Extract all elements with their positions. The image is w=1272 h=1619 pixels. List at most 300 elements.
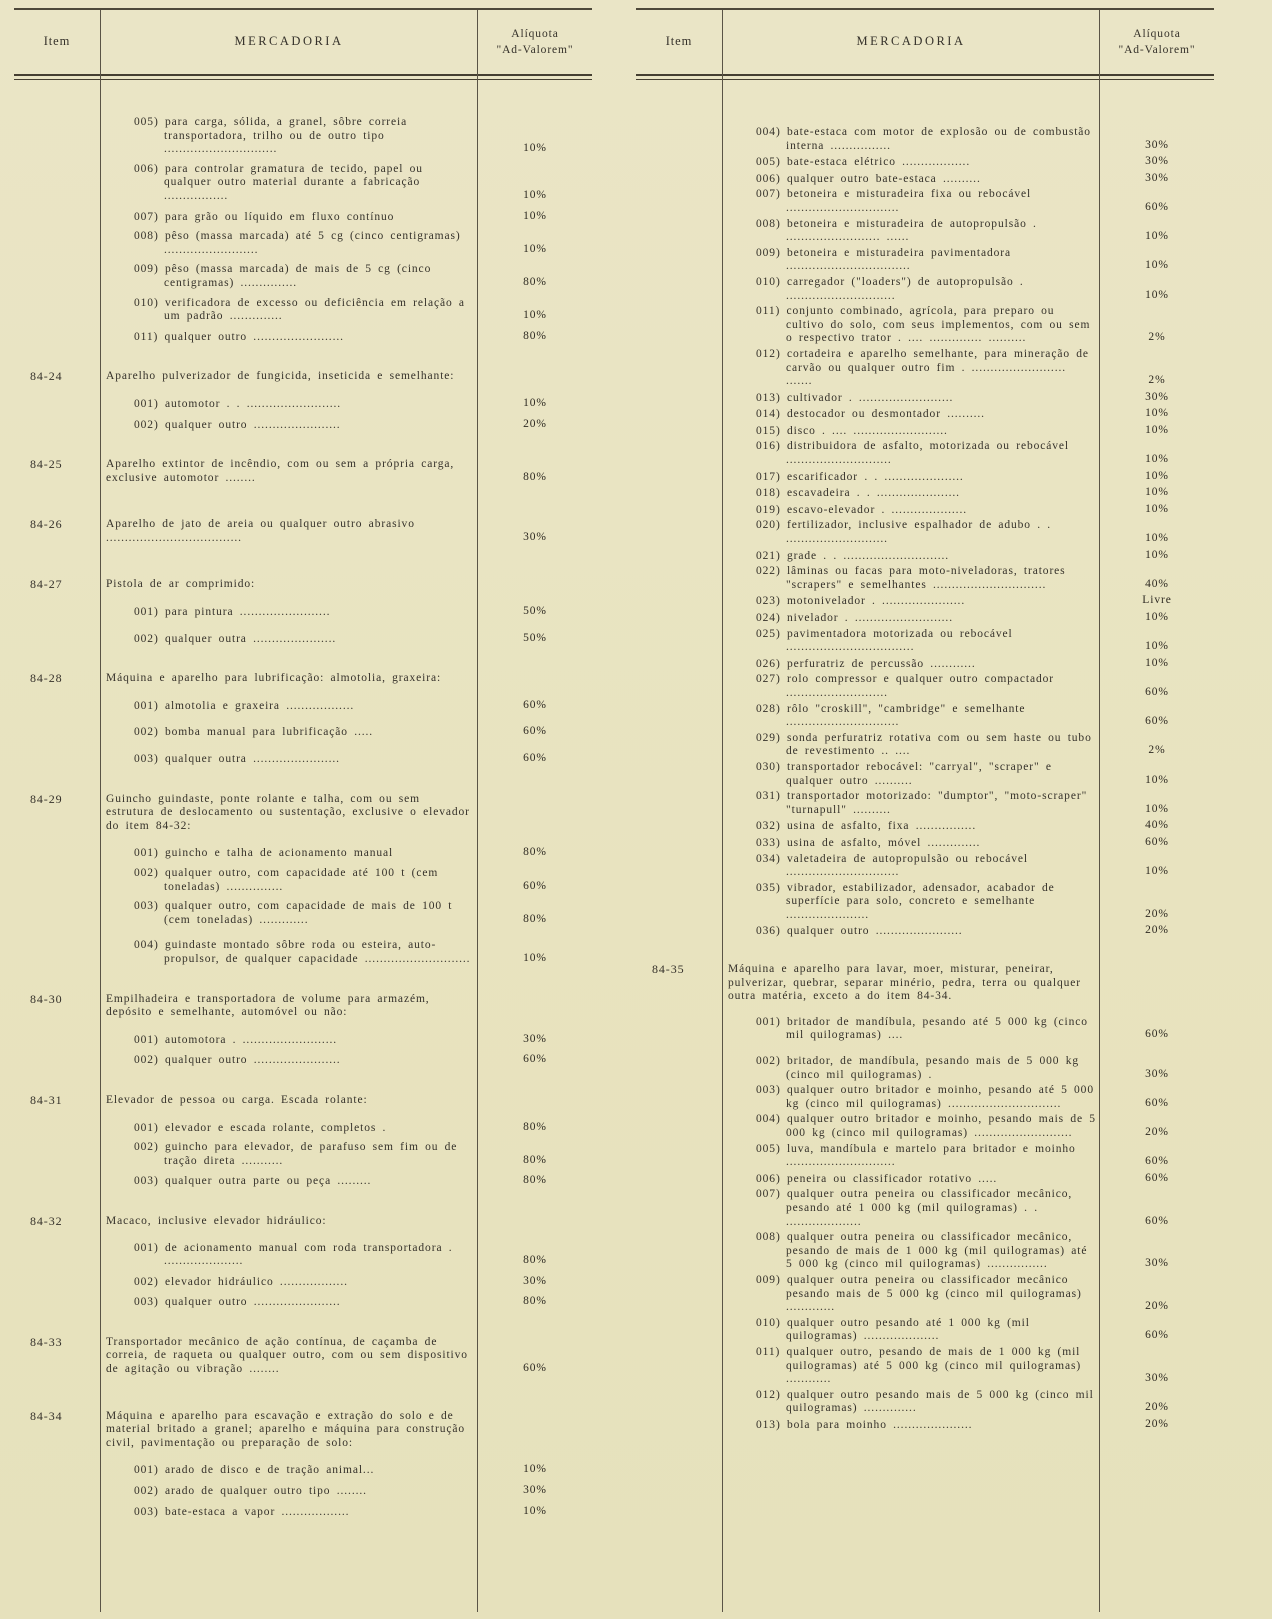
rate-value: 10% bbox=[523, 1504, 547, 1517]
sub-item-code: 003) bbox=[756, 1084, 781, 1097]
rate-value: 20% bbox=[1145, 1126, 1169, 1138]
sub-item-code: 027) bbox=[756, 673, 781, 686]
rate-value: 80% bbox=[523, 1174, 547, 1187]
description-row bbox=[722, 963, 1214, 1004]
sub-item bbox=[722, 882, 1214, 923]
rate-value: 60% bbox=[1145, 200, 1169, 213]
rate-value: 10% bbox=[523, 242, 547, 255]
sub-item-code: 014) bbox=[756, 408, 781, 421]
sub-item bbox=[722, 732, 1214, 759]
rate-value: 60% bbox=[1145, 1329, 1169, 1342]
sub-item-code: 028) bbox=[756, 702, 781, 715]
sub-item-code: 003) bbox=[134, 1296, 159, 1309]
sub-item-text: 005) para carga, sólida, a granel, sôbre correia transportadora, trilho ou de outro tipo .............................. bbox=[134, 116, 408, 156]
sub-item-text: 023) motonivelador . ...................... bbox=[756, 595, 966, 608]
sub-item-text: 022) lâminas ou facas para moto-niveladoras, tratores "scrapers" e semelhantes .............................. bbox=[756, 565, 1066, 591]
sub-item bbox=[100, 330, 592, 345]
rate-value: 60% bbox=[523, 879, 547, 892]
rate-value: 60% bbox=[523, 725, 547, 738]
sub-item-text: 004) guindaste montado sôbre roda ou esteira, auto-propulsor, de qualquer capacidade ............................ bbox=[134, 939, 471, 965]
sub-item bbox=[722, 549, 1214, 564]
sub-item bbox=[722, 1231, 1214, 1272]
sub-item bbox=[100, 1463, 592, 1478]
sub-item-code: 004) bbox=[756, 1113, 781, 1126]
rate-value: 10% bbox=[1145, 611, 1169, 623]
sub-item-text: 002) elevador hidráulico .................. bbox=[134, 1275, 348, 1288]
sub-item-text: 008) pêso (massa marcada) até 5 cg (cinco centigramas) ......................... bbox=[134, 230, 461, 256]
rate-value: 40% bbox=[1145, 819, 1169, 832]
sub-item-code: 005) bbox=[756, 1142, 781, 1155]
item-number: 84-25 bbox=[30, 457, 63, 472]
sub-item bbox=[722, 247, 1214, 274]
sub-item bbox=[722, 155, 1214, 170]
header-item-label: Item bbox=[43, 34, 71, 49]
entry-body bbox=[722, 963, 1214, 1434]
sub-item-text: 012) qualquer outro pesando mais de 5 000 kg (cinco mil quilogramas) .............. bbox=[756, 1388, 1094, 1415]
header-aliquota-line1: Alíquota bbox=[1133, 28, 1181, 40]
sub-item-text: 005) luva, mandíbula e martelo para britador e moinho ............................. bbox=[756, 1142, 1076, 1169]
entry-body bbox=[100, 1215, 592, 1316]
sub-item-code: 013) bbox=[756, 391, 781, 404]
sub-item-code: 007) bbox=[756, 188, 781, 201]
sub-item-text: 002) qualquer outro ....................... bbox=[134, 1054, 341, 1067]
rate-value: 2% bbox=[1148, 374, 1166, 387]
sub-item-text: 008) qualquer outra peneira ou classificador mecânico, pesando de mais de 1 000 kg (mil quilogramas) até 5 000 kg (cinco mil quilogramas) ................ bbox=[756, 1231, 1088, 1271]
sub-item-text: 016) distribuidora de asfalto, motorizada ou rebocável ............................ bbox=[756, 440, 1070, 467]
item-description: Pistola de ar comprimido: bbox=[106, 578, 256, 591]
rate-value: 60% bbox=[1145, 1028, 1169, 1041]
entry-body bbox=[100, 370, 592, 438]
sub-item-text: 009) betoneira e misturadeira pavimentadora ................................. bbox=[756, 246, 1011, 273]
rate-value: 20% bbox=[1145, 907, 1169, 920]
sub-item bbox=[722, 1055, 1214, 1082]
sub-item bbox=[722, 836, 1214, 851]
sub-item bbox=[100, 1053, 592, 1068]
sub-item-code: 031) bbox=[756, 790, 781, 803]
column-divider-left bbox=[722, 10, 723, 1612]
sub-item bbox=[722, 470, 1214, 485]
rate-value bbox=[478, 1019, 592, 1020]
sub-item-code: 007) bbox=[134, 210, 159, 223]
rate-value: 60% bbox=[1145, 1171, 1169, 1184]
sub-item bbox=[100, 1033, 592, 1048]
sub-item bbox=[722, 611, 1214, 626]
rate-value: 10% bbox=[1145, 502, 1169, 515]
header-mercadoria-label: MERCADORIA bbox=[234, 34, 344, 49]
item-description: Empilhadeira e transportadora de volume para armazém, depósito e semelhante, automóvel ou não: bbox=[106, 992, 430, 1019]
sub-item-code: 001) bbox=[134, 397, 159, 410]
sub-item-code: 012) bbox=[756, 347, 781, 360]
sub-item-code: 003) bbox=[134, 1505, 159, 1518]
rate-value: 20% bbox=[1145, 1401, 1169, 1414]
rate-value: 30% bbox=[1145, 1067, 1169, 1080]
sub-item-code: 002) bbox=[134, 1141, 159, 1154]
description-row bbox=[100, 1094, 592, 1108]
sub-item-text: 020) fertilizador, inclusive espalhador de adubo . . ........................... bbox=[756, 519, 1052, 546]
sub-item bbox=[100, 632, 592, 647]
sub-item-code: 002) bbox=[134, 726, 159, 739]
item-description: Aparelho extintor de incêndio, com ou sem a própria carga, exclusive automotor ........ bbox=[106, 458, 455, 484]
description-row bbox=[100, 672, 592, 686]
item-description: Máquina e aparelho para lavar, moer, misturar, peneirar, pulverizar, quebrar, separar minério, pedra, terra ou qualquer outra matéria, exceto a do item 84-34. bbox=[728, 963, 1082, 1003]
sub-item-text: 001) almotolia e graxeira .................. bbox=[134, 699, 355, 712]
rate-value: 80% bbox=[523, 1295, 547, 1308]
rate-value: 10% bbox=[1145, 548, 1169, 561]
column-divider-right bbox=[1099, 10, 1100, 1612]
sub-item-code: 006) bbox=[756, 1172, 781, 1185]
header-mercadoria-label: MERCADORIA bbox=[856, 34, 966, 49]
item-number bbox=[636, 126, 722, 941]
entry-body bbox=[100, 1410, 592, 1526]
sub-item-text: 004) qualquer outro britador e moinho, pesando mais de 5 000 kg (cinco mil quilogramas) .......................... bbox=[756, 1113, 1096, 1139]
sub-item-text: 007) qualquer outra peneira ou classificador mecânico, pesando até 1 000 kg (mil quilogramas) . . .................... bbox=[756, 1188, 1073, 1228]
rate-value: 60% bbox=[523, 698, 547, 711]
entry-body bbox=[100, 578, 592, 652]
sub-item-code: 005) bbox=[134, 116, 159, 128]
rate-value: 80% bbox=[523, 275, 547, 288]
sub-item bbox=[722, 305, 1214, 346]
rate-value: 60% bbox=[523, 1362, 547, 1375]
rate-value: 10% bbox=[1145, 259, 1169, 272]
sub-item-code: 010) bbox=[756, 275, 781, 288]
rate-value: 30% bbox=[523, 1032, 547, 1045]
rate-value: 30% bbox=[1145, 390, 1169, 403]
sub-item-text: 014) destocador ou desmontador .......... bbox=[756, 408, 985, 421]
sub-item-code: 035) bbox=[756, 881, 781, 894]
rate-value: 10% bbox=[1145, 230, 1169, 243]
sub-item-text: 009) pêso (massa marcada) de mais de 5 cg (cinco centigramas) ............... bbox=[134, 263, 432, 289]
sub-item-code: 015) bbox=[756, 424, 781, 437]
sub-item bbox=[722, 276, 1214, 303]
sub-item bbox=[100, 263, 592, 290]
sub-item-text: 034) valetadeira de autopropulsão ou rebocável .............................. bbox=[756, 852, 1028, 879]
sub-item-text: 008) betoneira e misturadeira de autopropulsão . ......................... ...... bbox=[756, 217, 1037, 244]
sub-item bbox=[722, 703, 1214, 730]
sub-item-text: 002) qualquer outro, com capacidade até 100 t (cem toneladas) ............... bbox=[134, 867, 439, 893]
sub-item-text: 024) nivelador . .......................... bbox=[756, 612, 953, 624]
sub-item-code: 002) bbox=[134, 1054, 159, 1067]
rate-value: 30% bbox=[523, 530, 547, 543]
item-number: 84-30 bbox=[30, 991, 63, 1006]
rate-value: 30% bbox=[1145, 1372, 1169, 1385]
sub-item-code: 026) bbox=[756, 657, 781, 670]
header-aliquota-label bbox=[478, 26, 592, 58]
sub-item-text: 010) carregador ("loaders") de autopropulsão . ............................. bbox=[756, 275, 1024, 302]
rate-value: 60% bbox=[1145, 1214, 1169, 1227]
sub-item bbox=[722, 594, 1214, 609]
sub-item bbox=[722, 1317, 1214, 1344]
sub-item-code: 004) bbox=[756, 126, 781, 138]
rate-value: 80% bbox=[523, 1153, 547, 1166]
rate-value: 10% bbox=[523, 1463, 547, 1476]
sub-item bbox=[722, 657, 1214, 672]
sub-item-text: 001) automotor . . ......................... bbox=[134, 397, 342, 410]
sub-item bbox=[100, 116, 592, 157]
entry-body bbox=[100, 1336, 592, 1390]
sub-item-text: 007) betoneira e misturadeira fixa ou rebocável .............................. bbox=[756, 188, 1032, 214]
description-row bbox=[100, 458, 592, 485]
sub-item-code: 022) bbox=[756, 565, 781, 578]
sub-item-code: 021) bbox=[756, 549, 781, 562]
sub-item-code: 008) bbox=[756, 1231, 781, 1244]
item-number: 84-26 bbox=[30, 517, 63, 532]
sub-item-text: 001) automotora . ......................... bbox=[134, 1033, 338, 1046]
sub-item-text: 033) usina de asfalto, móvel .............. bbox=[756, 836, 981, 849]
sub-item-text: 006) peneira ou classificador rotativo ..... bbox=[756, 1172, 998, 1185]
sub-item bbox=[722, 565, 1214, 592]
sub-item-text: 036) qualquer outro ....................... bbox=[756, 925, 963, 938]
sub-item bbox=[722, 519, 1214, 546]
rate-value: 80% bbox=[523, 1254, 547, 1267]
sub-item-code: 001) bbox=[134, 1033, 159, 1046]
sub-item-code: 032) bbox=[756, 820, 781, 833]
sub-item bbox=[100, 900, 592, 927]
sub-item-code: 001) bbox=[134, 847, 159, 860]
rate-value: 10% bbox=[523, 309, 547, 322]
sub-item-code: 008) bbox=[756, 217, 781, 230]
rate-value: 50% bbox=[523, 631, 547, 644]
sub-item-code: 007) bbox=[756, 1188, 781, 1201]
sub-item-code: 016) bbox=[756, 440, 781, 453]
rate-value: 80% bbox=[523, 329, 547, 342]
rate-value: 10% bbox=[1145, 802, 1169, 815]
sub-item-code: 030) bbox=[756, 760, 781, 773]
sub-item bbox=[722, 424, 1214, 439]
sub-item bbox=[722, 1172, 1214, 1187]
sub-item-code: 001) bbox=[134, 1241, 159, 1254]
rate-value: 60% bbox=[1145, 1096, 1169, 1109]
header-item-label: Item bbox=[665, 34, 693, 49]
rate-value bbox=[478, 1449, 592, 1450]
sub-item-code: 001) bbox=[134, 699, 159, 712]
sub-item-text: 018) escavadeira . . ...................... bbox=[756, 487, 960, 500]
rate-value: 80% bbox=[523, 1120, 547, 1133]
sub-item-text: 005) bate-estaca elétrico .................. bbox=[756, 156, 971, 169]
rate-value: 10% bbox=[523, 396, 547, 409]
sub-item bbox=[722, 503, 1214, 518]
rate-value: 60% bbox=[523, 752, 547, 765]
description-row bbox=[100, 1215, 592, 1229]
rate-value: 40% bbox=[1145, 577, 1169, 590]
sub-item-code: 009) bbox=[756, 246, 781, 259]
sub-item-code: 001) bbox=[134, 606, 159, 619]
sub-item-text: 013) bola para moinho ..................... bbox=[756, 1418, 973, 1431]
sub-item bbox=[100, 1275, 592, 1290]
rate-value: 10% bbox=[1145, 423, 1169, 436]
sub-item-text: 001) de acionamento manual com roda transportadora . ..................... bbox=[134, 1241, 453, 1268]
sub-item-code: 029) bbox=[756, 731, 781, 744]
sub-item-text: 032) usina de asfalto, fixa ................ bbox=[756, 820, 977, 833]
sub-item-code: 009) bbox=[134, 263, 159, 276]
sub-item-text: 003) qualquer outro britador e moinho, pesando até 5 000 kg (cinco mil quilogramas) .............................. bbox=[756, 1084, 1094, 1110]
sub-item-code: 034) bbox=[756, 852, 781, 865]
rate-value: 80% bbox=[523, 912, 547, 925]
sub-item-text: 011) qualquer outro ........................ bbox=[134, 330, 344, 343]
rate-value: 30% bbox=[1145, 171, 1169, 184]
rate-value: 20% bbox=[1145, 1300, 1169, 1313]
item-description: Macaco, inclusive elevador hidráulico: bbox=[106, 1214, 327, 1227]
rate-value: 2% bbox=[1148, 744, 1166, 757]
rate-value: 60% bbox=[1145, 685, 1169, 698]
rate-value: 10% bbox=[1145, 407, 1169, 420]
sub-item-text: 035) vibrador, estabilizador, adensador, acabador de superfície para solo, concreto e semelhante ...................... bbox=[756, 881, 1055, 921]
sub-item-text: 003) qualquer outra ....................... bbox=[134, 753, 340, 766]
sub-item bbox=[722, 407, 1214, 422]
sub-item bbox=[100, 725, 592, 740]
sub-item bbox=[100, 1295, 592, 1310]
rate-value: 60% bbox=[1145, 715, 1169, 728]
sub-item bbox=[722, 188, 1214, 215]
sub-item-text: 003) bate-estaca a vapor .................. bbox=[134, 1505, 350, 1518]
sub-item bbox=[722, 924, 1214, 939]
item-number: 84-29 bbox=[30, 791, 63, 806]
entry-body bbox=[100, 458, 592, 498]
sub-item-code: 003) bbox=[134, 900, 159, 913]
rate-value: 60% bbox=[1145, 835, 1169, 848]
rate-value bbox=[478, 383, 592, 384]
sub-item bbox=[100, 230, 592, 257]
sub-item-text: 001) arado de disco e de tração animal... bbox=[134, 1464, 375, 1477]
item-number: 84-31 bbox=[30, 1092, 63, 1107]
sub-item bbox=[722, 1274, 1214, 1315]
rate-value: 30% bbox=[1145, 155, 1169, 168]
sub-item-code: 001) bbox=[134, 1464, 159, 1477]
item-number: 84-33 bbox=[30, 1334, 63, 1349]
sub-item bbox=[722, 218, 1214, 245]
header-aliquota-label bbox=[1100, 26, 1214, 58]
sub-item bbox=[722, 126, 1214, 153]
sub-item-text: 017) escarificador . . ..................... bbox=[756, 470, 964, 483]
description-row bbox=[100, 518, 592, 545]
rate-value: 30% bbox=[1145, 1257, 1169, 1270]
sub-item bbox=[100, 1484, 592, 1499]
sub-item-code: 009) bbox=[756, 1273, 781, 1286]
sub-item bbox=[722, 1389, 1214, 1416]
sub-item-text: 025) pavimentadora motorizada ou rebocável .................................. bbox=[756, 627, 1013, 654]
sub-item bbox=[722, 1016, 1214, 1043]
rate-value: 10% bbox=[1145, 453, 1169, 466]
item-description: Elevador de pessoa ou carga. Escada rolante: bbox=[106, 1093, 368, 1106]
item-description: Máquina e aparelho para escavação e extração do solo e de material britado a granel; aparelho e máquina para construção civil, pavimentação ou preparação de solo: bbox=[106, 1409, 466, 1449]
rate-value: 80% bbox=[523, 846, 547, 859]
sub-item bbox=[722, 673, 1214, 700]
sub-item-text: 015) disco . .... ......................... bbox=[756, 424, 948, 437]
rate-value: 10% bbox=[523, 951, 547, 964]
entry-body bbox=[722, 126, 1214, 941]
rate-value: 30% bbox=[523, 1484, 547, 1497]
sub-item bbox=[100, 397, 592, 412]
tariff-table-right bbox=[636, 8, 1214, 1612]
sub-item-text: 013) cultivador . ......................... bbox=[756, 391, 954, 404]
entry-body bbox=[100, 993, 592, 1074]
sub-item bbox=[722, 790, 1214, 817]
rate-value: 10% bbox=[1145, 773, 1169, 786]
sub-item bbox=[722, 628, 1214, 655]
rate-value: 10% bbox=[1145, 532, 1169, 545]
sub-item-text: 031) transportador motorizado: "dumptor", "moto-scraper" "turnapull" .......... bbox=[756, 790, 1088, 816]
sub-item bbox=[100, 297, 592, 324]
sub-item bbox=[722, 1143, 1214, 1170]
sub-item-code: 003) bbox=[134, 1175, 159, 1188]
rate-value: 60% bbox=[523, 1053, 547, 1066]
sub-item-text: 019) escavo-elevador . .................... bbox=[756, 503, 967, 516]
rate-value: 10% bbox=[523, 142, 547, 155]
sub-item-code: 002) bbox=[756, 1055, 781, 1068]
header-aliquota-line2: "Ad-Valorem" bbox=[1118, 44, 1196, 56]
sub-item bbox=[722, 486, 1214, 501]
column-divider-right bbox=[477, 10, 478, 1612]
sub-item bbox=[722, 1346, 1214, 1387]
sub-item-code: 001) bbox=[756, 1015, 781, 1028]
sub-item-code: 036) bbox=[756, 925, 781, 938]
item-description: Máquina e aparelho para lubrificação: almotolia, graxeira: bbox=[106, 672, 442, 685]
description-row bbox=[100, 1410, 592, 1451]
item-number: 84-24 bbox=[30, 369, 63, 384]
sub-item bbox=[100, 605, 592, 620]
entry-body bbox=[100, 793, 592, 973]
entry-body bbox=[100, 1094, 592, 1195]
sub-item-text: 009) qualquer outra peneira ou classificador mecânico pesando mais de 5 000 kg (cinco mil quilogramas) ............. bbox=[756, 1273, 1082, 1314]
sub-item-text: 003) qualquer outro ....................... bbox=[134, 1296, 341, 1309]
rate-value: 30% bbox=[523, 1274, 547, 1287]
rate-value: 30% bbox=[1145, 138, 1169, 151]
description-row bbox=[100, 993, 592, 1020]
item-description: Aparelho de jato de areia ou qualquer outro abrasivo .................................... bbox=[106, 518, 415, 544]
sub-item bbox=[100, 867, 592, 894]
sub-item-code: 003) bbox=[134, 753, 159, 766]
sub-item bbox=[722, 391, 1214, 406]
sub-item-code: 004) bbox=[134, 939, 159, 952]
item-number: 84-27 bbox=[30, 577, 63, 592]
sub-item-code: 002) bbox=[134, 867, 159, 879]
sub-item bbox=[722, 440, 1214, 467]
sub-item bbox=[100, 846, 592, 861]
sub-item bbox=[100, 699, 592, 714]
item-description: Transportador mecânico de ação contínua, de caçamba de correia, de raqueta ou qualquer outro, com ou sem dispositivo de agitação ou vibração ........ bbox=[106, 1335, 468, 1376]
sub-item bbox=[722, 1084, 1214, 1111]
sub-item-code: 011) bbox=[134, 330, 159, 343]
rate-value: 10% bbox=[1145, 288, 1169, 301]
sub-item bbox=[722, 172, 1214, 187]
sub-item-code: 006) bbox=[134, 162, 159, 175]
rate-value: 20% bbox=[1145, 924, 1169, 937]
sub-item bbox=[722, 1418, 1214, 1433]
rate-value: 10% bbox=[1145, 469, 1169, 482]
sub-item-text: 006) para controlar gramatura de tecido, papel ou qualquer outro material durante a fabricação ................. bbox=[134, 162, 423, 202]
sub-item-code: 011) bbox=[756, 305, 781, 318]
sub-item-code: 019) bbox=[756, 503, 781, 516]
sub-item-code: 002) bbox=[134, 1275, 159, 1288]
description-row bbox=[100, 793, 592, 834]
sub-item-code: 006) bbox=[756, 172, 781, 185]
sub-item-code: 010) bbox=[134, 296, 159, 309]
sub-item-code: 024) bbox=[756, 612, 781, 624]
sub-item-text: 010) qualquer outro pesando até 1 000 kg (mil quilogramas) .................... bbox=[756, 1316, 1030, 1343]
sub-item-code: 008) bbox=[134, 230, 159, 243]
sub-item-text: 001) para pintura ........................ bbox=[134, 606, 331, 619]
sub-item bbox=[100, 1174, 592, 1189]
rate-value: 10% bbox=[1145, 656, 1169, 669]
sub-item-text: 011) qualquer outro, pesando de mais de 1 000 kg (mil quilogramas) até 5 000 kg (cinco mil quilogramas) ............ bbox=[756, 1345, 1082, 1386]
sub-item-text: 010) verificadora de excesso ou deficiência em relação a um padrão .............. bbox=[134, 296, 465, 323]
rate-value: 20% bbox=[523, 417, 547, 430]
sub-item-code: 010) bbox=[756, 1316, 781, 1329]
rate-value: 10% bbox=[523, 209, 547, 222]
sub-item bbox=[100, 1505, 592, 1520]
sub-item-text: 027) rolo compressor e qualquer outro compactador ........................... bbox=[756, 673, 1054, 699]
sub-item-code: 017) bbox=[756, 470, 781, 483]
header-aliquota-line2: "Ad-Valorem" bbox=[496, 44, 574, 56]
